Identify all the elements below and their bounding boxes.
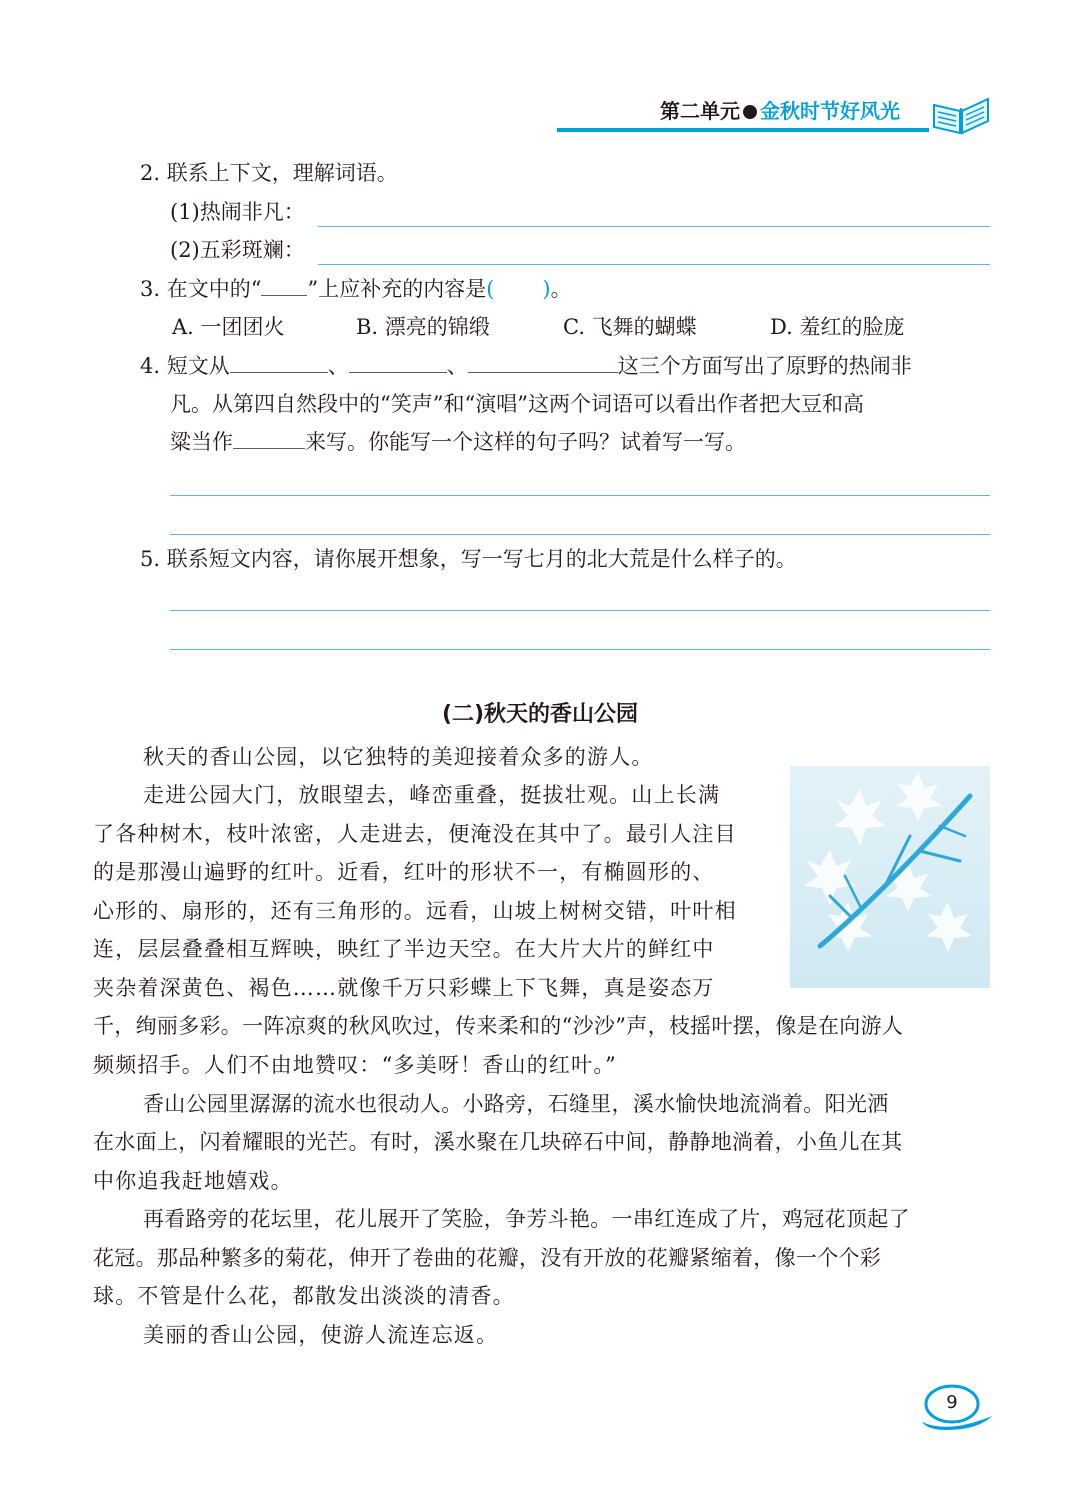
writing-line[interactable]: [170, 649, 990, 650]
question-4-line-1: [140, 351, 912, 381]
question-4-line-2: 凡。从第四自然段中的“笑声”和“演唱”这两个词语可以看出作者把大豆和高: [170, 392, 864, 416]
passage-line: 花冠。那品种繁多的菊花，伸开了卷曲的花瓣，没有开放的花瓣紧缩着，像一个个彩: [93, 1246, 882, 1270]
passage-title: (二)秋天的香山公园: [441, 702, 639, 727]
question-2-sub-2: (2)五彩斑斓：: [170, 238, 305, 262]
answer-line[interactable]: [318, 226, 990, 227]
question-2-sub-1: (1)热闹非凡：: [170, 200, 305, 224]
passage-line: 千，绚丽多彩。一阵凉爽的秋风吹过，传来柔和的“沙沙”声，枝摇叶摆，像是在向游人: [93, 1014, 904, 1038]
fill-blank[interactable]: [349, 371, 447, 373]
separator: 、: [446, 354, 468, 378]
question-4-text-d: 来写。你能写一个这样的句子吗？试着写一写。: [305, 430, 746, 454]
question-5: 5. 联系短文内容，请你展开想象，写一写七月的北大荒是什么样子的。: [140, 547, 797, 571]
question-3-text-a: 3. 在文中的“: [140, 277, 262, 301]
question-2: 2. 联系上下文，理解词语。: [140, 161, 398, 185]
question-3: [140, 274, 572, 304]
unit-label: 第二单元: [660, 99, 740, 123]
passage-line: 再看路旁的花坛里，花儿展开了笑脸，争芳斗艳。一串红连成了片，鸡冠花顶起了: [143, 1207, 910, 1231]
bullet-dot-icon: [743, 105, 757, 119]
fill-blank[interactable]: [468, 371, 618, 373]
passage-line: 美丽的香山公园，使游人流连忘返。: [143, 1323, 499, 1347]
passage-line: 了各种树木，枝叶浓密，人走进去，便淹没在其中了。最引人注目: [93, 822, 737, 846]
question-4-text-c: 粱当作: [170, 430, 233, 454]
fill-blank[interactable]: [261, 294, 307, 296]
passage-line: 心形的、扇形的，还有三角形的。远看，山坡上树树交错，叶叶相: [93, 899, 737, 923]
option-d: D. 羞红的脸庞: [770, 315, 905, 339]
option-a: A. 一团团火: [172, 315, 285, 339]
question-4-text-a: 4. 短文从: [140, 354, 230, 378]
passage-line: 频频招手。人们不由地赞叹：“多美呀！香山的红叶。”: [93, 1053, 617, 1077]
passage-line: 中你追我赶地嬉戏。: [93, 1169, 293, 1193]
maple-branch-illustration: [790, 766, 990, 988]
answer-paren-open: (: [486, 277, 495, 301]
fill-blank[interactable]: [230, 371, 328, 373]
writing-line[interactable]: [170, 610, 990, 611]
unit-title: 金秋时节好风光: [760, 99, 900, 123]
unit-header: [660, 98, 900, 124]
passage-line: 秋天的香山公园，以它独特的美迎接着众多的游人。: [143, 745, 654, 769]
question-3-end: 。: [550, 277, 572, 301]
open-book-icon: [930, 93, 992, 135]
answer-line[interactable]: [318, 264, 990, 265]
answer-paren-close: ): [542, 277, 551, 301]
separator: 、: [327, 354, 349, 378]
passage-line: 香山公园里潺潺的流水也很动人。小路旁，石缝里，溪水愉快地流淌着。阳光洒: [143, 1092, 889, 1116]
passage-line: 球。不管是什么花，都散发出淡淡的清香。: [93, 1284, 515, 1308]
option-b: B. 漂亮的锦缎: [356, 315, 490, 339]
passage-line: 连，层层叠叠相互辉映，映红了半边天空。在大片大片的鲜红中: [93, 937, 715, 961]
question-4-text-b: 这三个方面写出了原野的热闹非: [617, 354, 912, 378]
writing-line[interactable]: [170, 534, 990, 535]
passage-line: 夹杂着深黄色、褐色……就像千万只彩蝶上下飞舞，真是姿态万: [93, 976, 715, 1000]
writing-line[interactable]: [170, 495, 990, 496]
header-underline: [557, 128, 929, 132]
question-4-line-3: [170, 427, 746, 457]
question-3-text-b: ”上应补充的内容是: [307, 277, 487, 301]
passage-line: 的是那漫山遍野的红叶。近看，红叶的形状不一，有椭圆形的、: [93, 860, 715, 884]
page-number: 9: [946, 1392, 958, 1413]
fill-blank[interactable]: [233, 447, 305, 449]
option-c: C. 飞舞的蝴蝶: [563, 315, 697, 339]
passage-line: 在水面上，闪着耀眼的光芒。有时，溪水聚在几块碎石中间，静静地淌着，小鱼儿在其: [93, 1130, 903, 1154]
passage-line: 走进公园大门，放眼望去，峰峦重叠，挺拔壮观。山上长满: [143, 783, 721, 807]
